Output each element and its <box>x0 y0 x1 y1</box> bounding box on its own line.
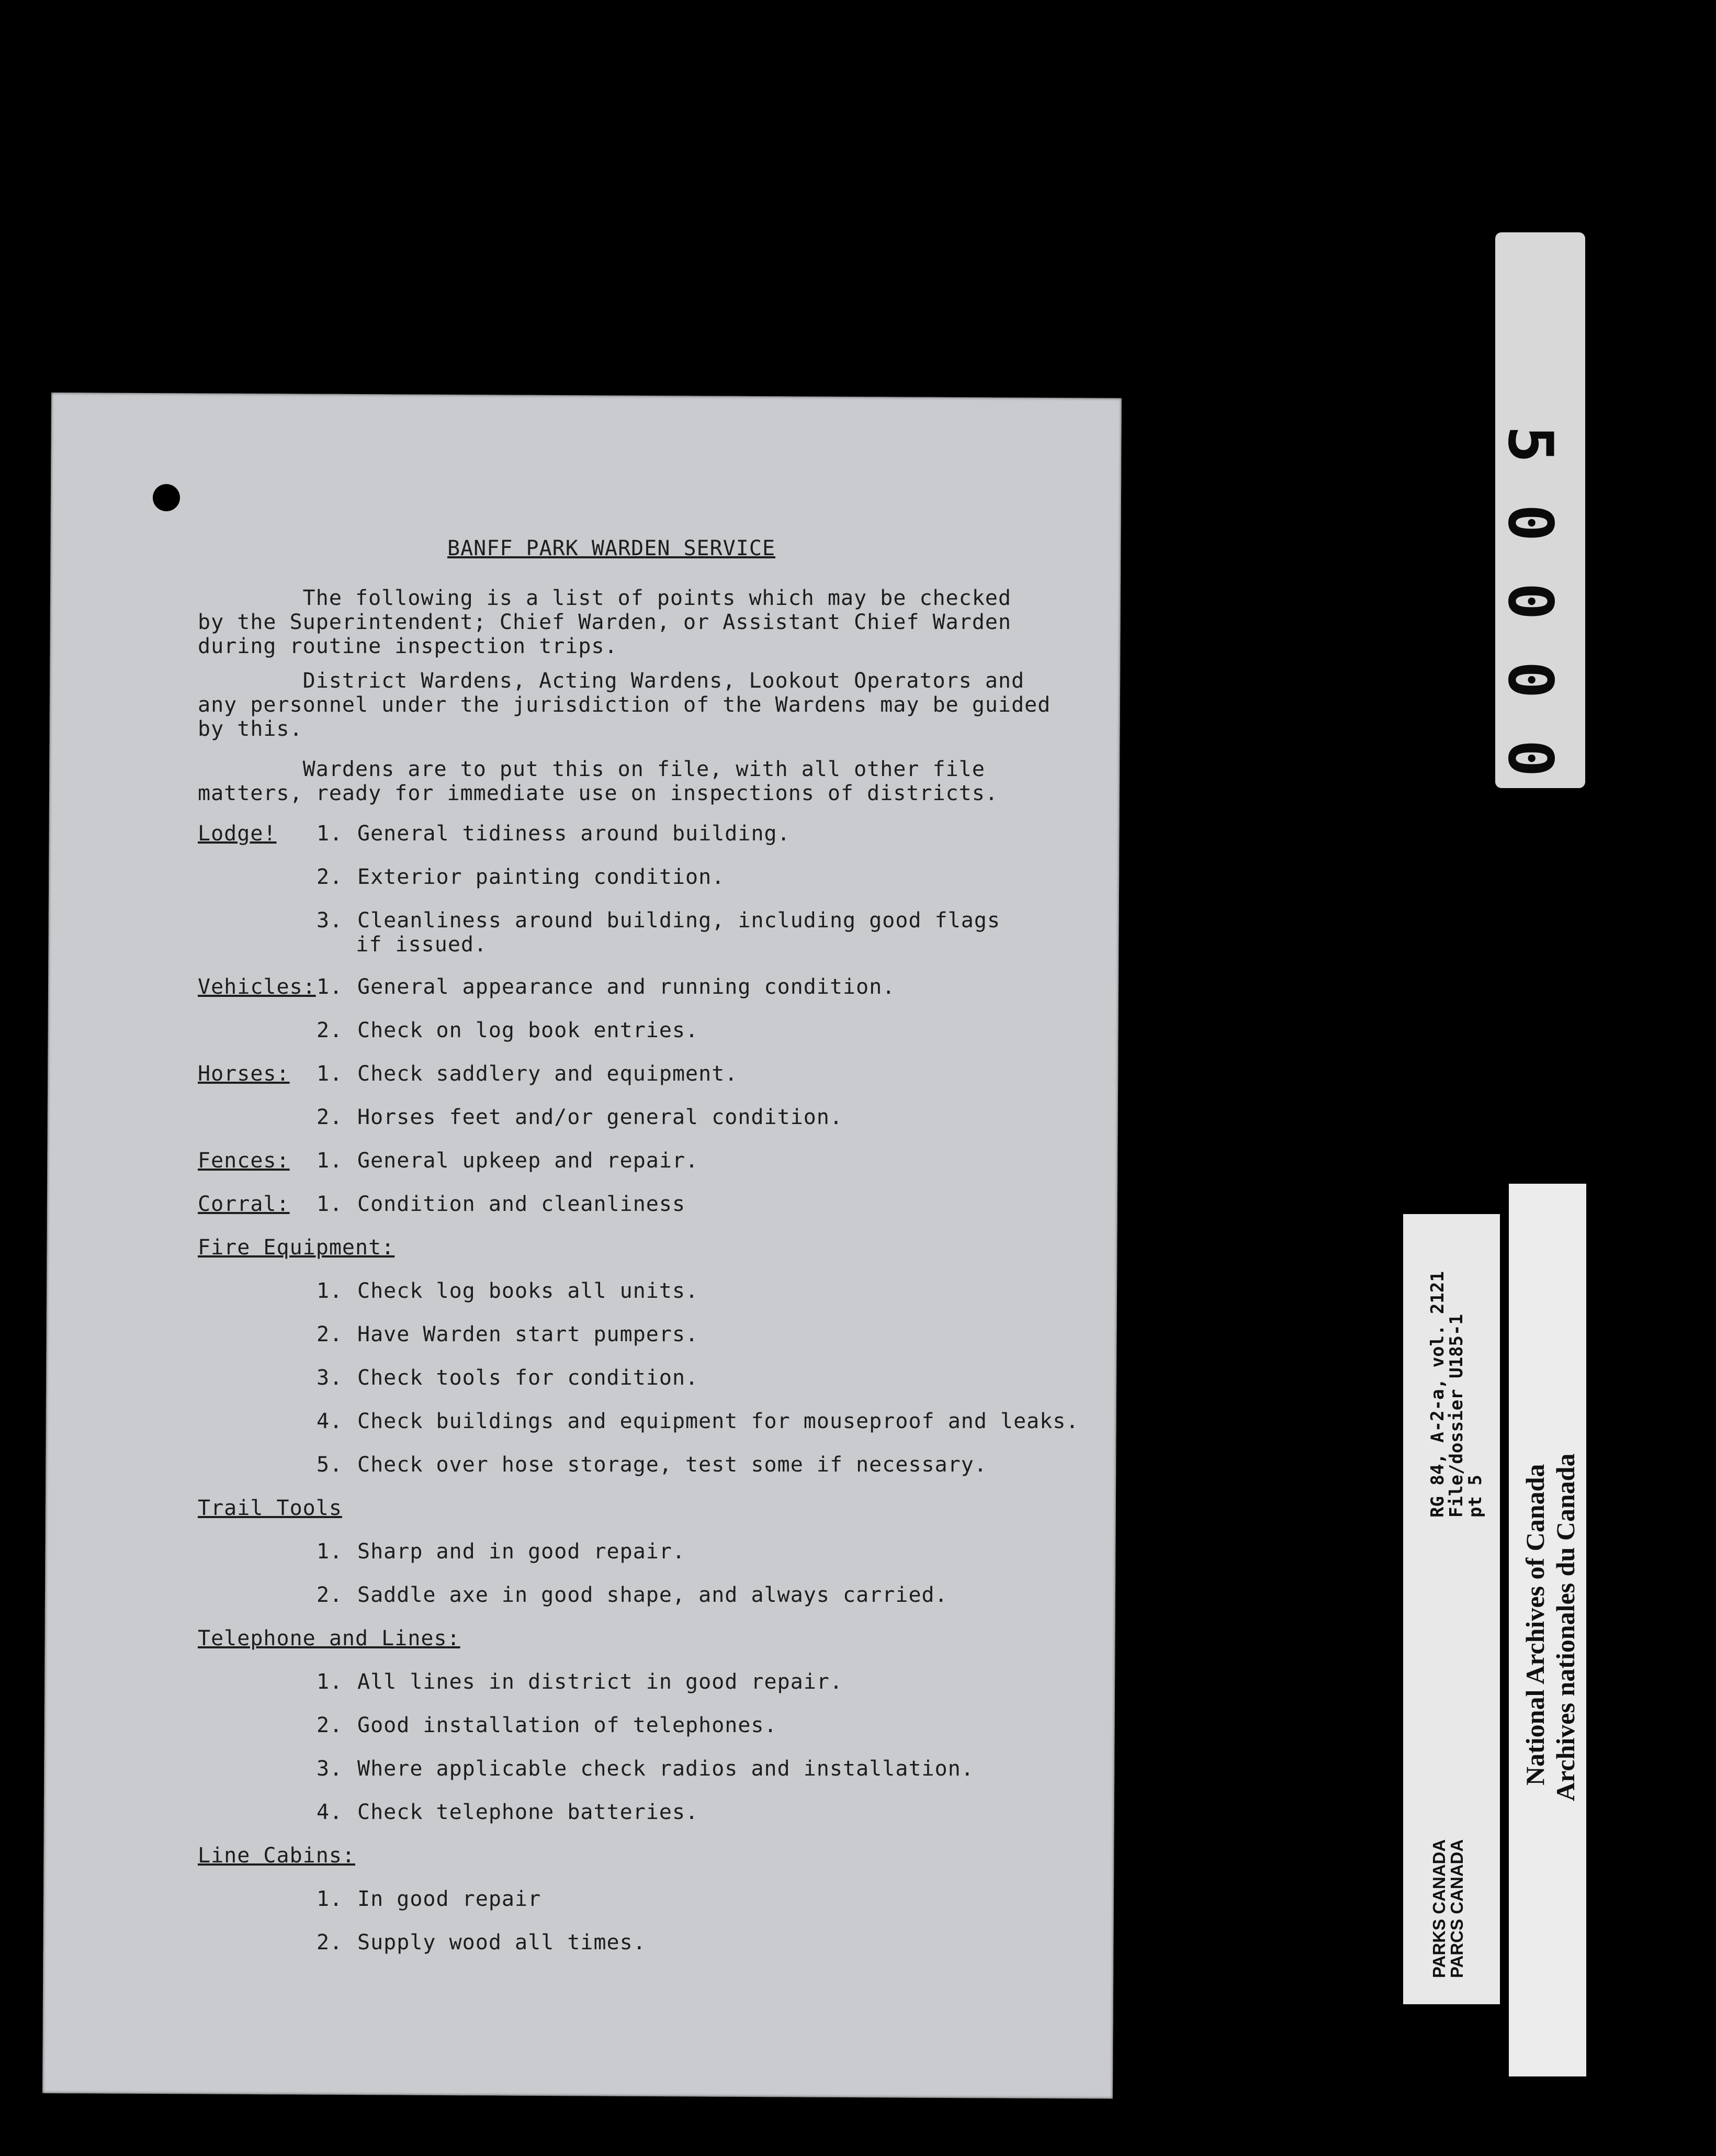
item-number: 2. <box>317 1930 343 1955</box>
item-number: 1. <box>317 1279 343 1303</box>
checklist-item <box>317 1930 646 1955</box>
section-label-text: Line Cabins <box>198 1844 342 1868</box>
item-number: 1. <box>317 1540 343 1564</box>
document-title: BANFF PARK WARDEN SERVICE <box>447 536 776 560</box>
checklist-item <box>317 1453 987 1477</box>
section-label <box>198 975 316 999</box>
item-text: Have Warden start pumpers. <box>357 1322 699 1346</box>
reference-line-1: RG 84, A-2-a, vol. 2121 <box>1427 1271 1448 1518</box>
checklist-item <box>317 1322 698 1346</box>
item-text: Check telephone batteries. <box>357 1800 699 1824</box>
item-number: 1. <box>317 975 343 999</box>
item-text: Check on log book entries. <box>357 1018 699 1042</box>
section-label-text: Corral <box>198 1192 277 1216</box>
item-text: Supply wood all times. <box>357 1930 646 1955</box>
item-number: 1. <box>317 1887 343 1911</box>
item-text: Good installation of telephones. <box>357 1713 777 1737</box>
section-label <box>198 1062 290 1086</box>
section-label-separator: : <box>381 1236 395 1260</box>
institution-line-1: National Archives of Canada <box>1520 1464 1550 1786</box>
section-label-text: Horses <box>198 1062 277 1086</box>
item-text: Horses feet and/or general condition. <box>357 1105 843 1129</box>
section-label <box>198 1192 290 1216</box>
section-label-text: Fire Equipment <box>198 1236 382 1260</box>
agency-line-2: PARCS CANADA <box>1447 1839 1466 1978</box>
punch-hole <box>153 484 180 511</box>
item-text: Exterior painting condition. <box>357 865 725 889</box>
section-label <box>198 1149 290 1173</box>
section-label <box>198 822 277 846</box>
section-label-text: Trail Tools <box>198 1496 342 1520</box>
section-label-text: Fences <box>198 1149 277 1173</box>
item-text: Condition and cleanliness <box>357 1192 686 1216</box>
item-text: All lines in district in good repair. <box>357 1670 843 1694</box>
checklist-item <box>317 1670 843 1694</box>
item-number: 1. <box>317 1149 343 1173</box>
item-number: 1. <box>317 1062 343 1086</box>
item-text: Saddle axe in good shape, and always carried. <box>357 1583 948 1607</box>
item-text: General tidiness around building. <box>357 822 791 846</box>
intro-paragraph-2: District Wardens, Acting Wardens, Lookout Operators and any personnel under the jurisdiction of the Wardens may be guided by this. <box>198 669 1051 741</box>
checklist-item <box>317 1366 698 1390</box>
reference-line-3: pt 5 <box>1465 1475 1486 1518</box>
agency-line-1: PARKS CANADA <box>1429 1839 1449 1978</box>
item-number: 1. <box>317 1670 343 1694</box>
checklist-item <box>317 865 725 889</box>
checklist-item <box>317 1713 777 1737</box>
item-number: 4. <box>317 1800 343 1824</box>
item-number: 2. <box>317 1105 343 1129</box>
checklist-item <box>317 1887 541 1911</box>
item-number: 2. <box>317 865 343 889</box>
section-label-separator: : <box>276 1062 290 1086</box>
intro-paragraph-1: The following is a list of points which may be checked by the Superintendent; Chief Warden, or Assistant Chief Warden during routine inspection trips. <box>198 586 1012 658</box>
item-text: Check over hose storage, test some if necessary. <box>357 1453 987 1477</box>
section-label-text: Vehicles <box>198 975 303 999</box>
item-number: 1. <box>317 822 343 846</box>
checklist-item <box>317 1062 738 1086</box>
archive-reference-label <box>1403 1214 1500 2004</box>
section-label <box>198 1496 342 1520</box>
reference-line-2: File/dossier U185-1 <box>1446 1314 1467 1518</box>
checklist-item <box>317 1149 698 1173</box>
item-number: 3. <box>317 908 343 933</box>
section-label-separator: : <box>447 1626 460 1650</box>
checklist-item <box>317 1279 698 1303</box>
item-text: General appearance and running condition. <box>357 975 896 999</box>
item-number: 2. <box>317 1713 343 1737</box>
frame-digit: 5 <box>1494 425 1567 463</box>
checklist-item <box>317 1757 974 1781</box>
frame-digit: 0 <box>1494 504 1567 542</box>
item-text: Check buildings and equipment for mouseproof and leaks. <box>357 1409 1079 1433</box>
checklist-item <box>317 1583 948 1607</box>
intro-paragraph-3: Wardens are to put this on file, with all other file matters, ready for immediate use on inspections of districts. <box>198 757 999 805</box>
section-label-separator: ! <box>263 822 277 846</box>
section-label <box>198 1844 355 1868</box>
frame-digit: 0 <box>1494 661 1567 699</box>
item-text: General upkeep and repair. <box>357 1149 699 1173</box>
section-label-separator: : <box>342 1844 355 1868</box>
checklist-item <box>317 1800 698 1824</box>
item-number: 1. <box>317 1192 343 1216</box>
checklist-item <box>317 1540 685 1564</box>
archive-institution-label <box>1509 1184 1586 2076</box>
item-number: 3. <box>317 1757 343 1781</box>
checklist-item <box>317 1105 843 1129</box>
institution-line-2: Archives nationales du Canada <box>1551 1453 1580 1801</box>
item-text: Cleanliness around building, including good flags if issued. <box>356 908 1001 957</box>
item-text: Sharp and in good repair. <box>357 1540 686 1564</box>
section-label-text: Telephone and Lines <box>198 1626 447 1650</box>
checklist-item <box>317 1018 698 1042</box>
section-label-text: Lodge <box>198 822 264 846</box>
checklist-item <box>317 975 895 999</box>
item-text: Where applicable check radios and installation. <box>357 1757 974 1781</box>
item-number: 2. <box>317 1322 343 1346</box>
item-text: Check tools for condition. <box>357 1366 699 1390</box>
item-text: In good repair <box>357 1887 541 1911</box>
item-number: 2. <box>317 1018 343 1042</box>
item-text: Check saddlery and equipment. <box>357 1062 738 1086</box>
checklist-item <box>317 1409 1079 1433</box>
section-label-separator: : <box>276 1149 290 1173</box>
frame-digit: 0 <box>1494 739 1567 777</box>
checklist-item <box>317 822 791 846</box>
section-label-separator: : <box>302 975 316 999</box>
item-number: 2. <box>317 1583 343 1607</box>
section-label <box>198 1626 460 1650</box>
frame-digit: 0 <box>1494 582 1567 620</box>
item-number: 4. <box>317 1409 343 1433</box>
item-number: 5. <box>317 1453 343 1477</box>
item-text: Check log books all units. <box>357 1279 699 1303</box>
checklist-item <box>317 1192 685 1216</box>
section-label-separator: : <box>276 1192 290 1216</box>
checklist-item <box>317 908 1000 957</box>
item-number: 3. <box>317 1366 343 1390</box>
section-label <box>198 1236 394 1260</box>
